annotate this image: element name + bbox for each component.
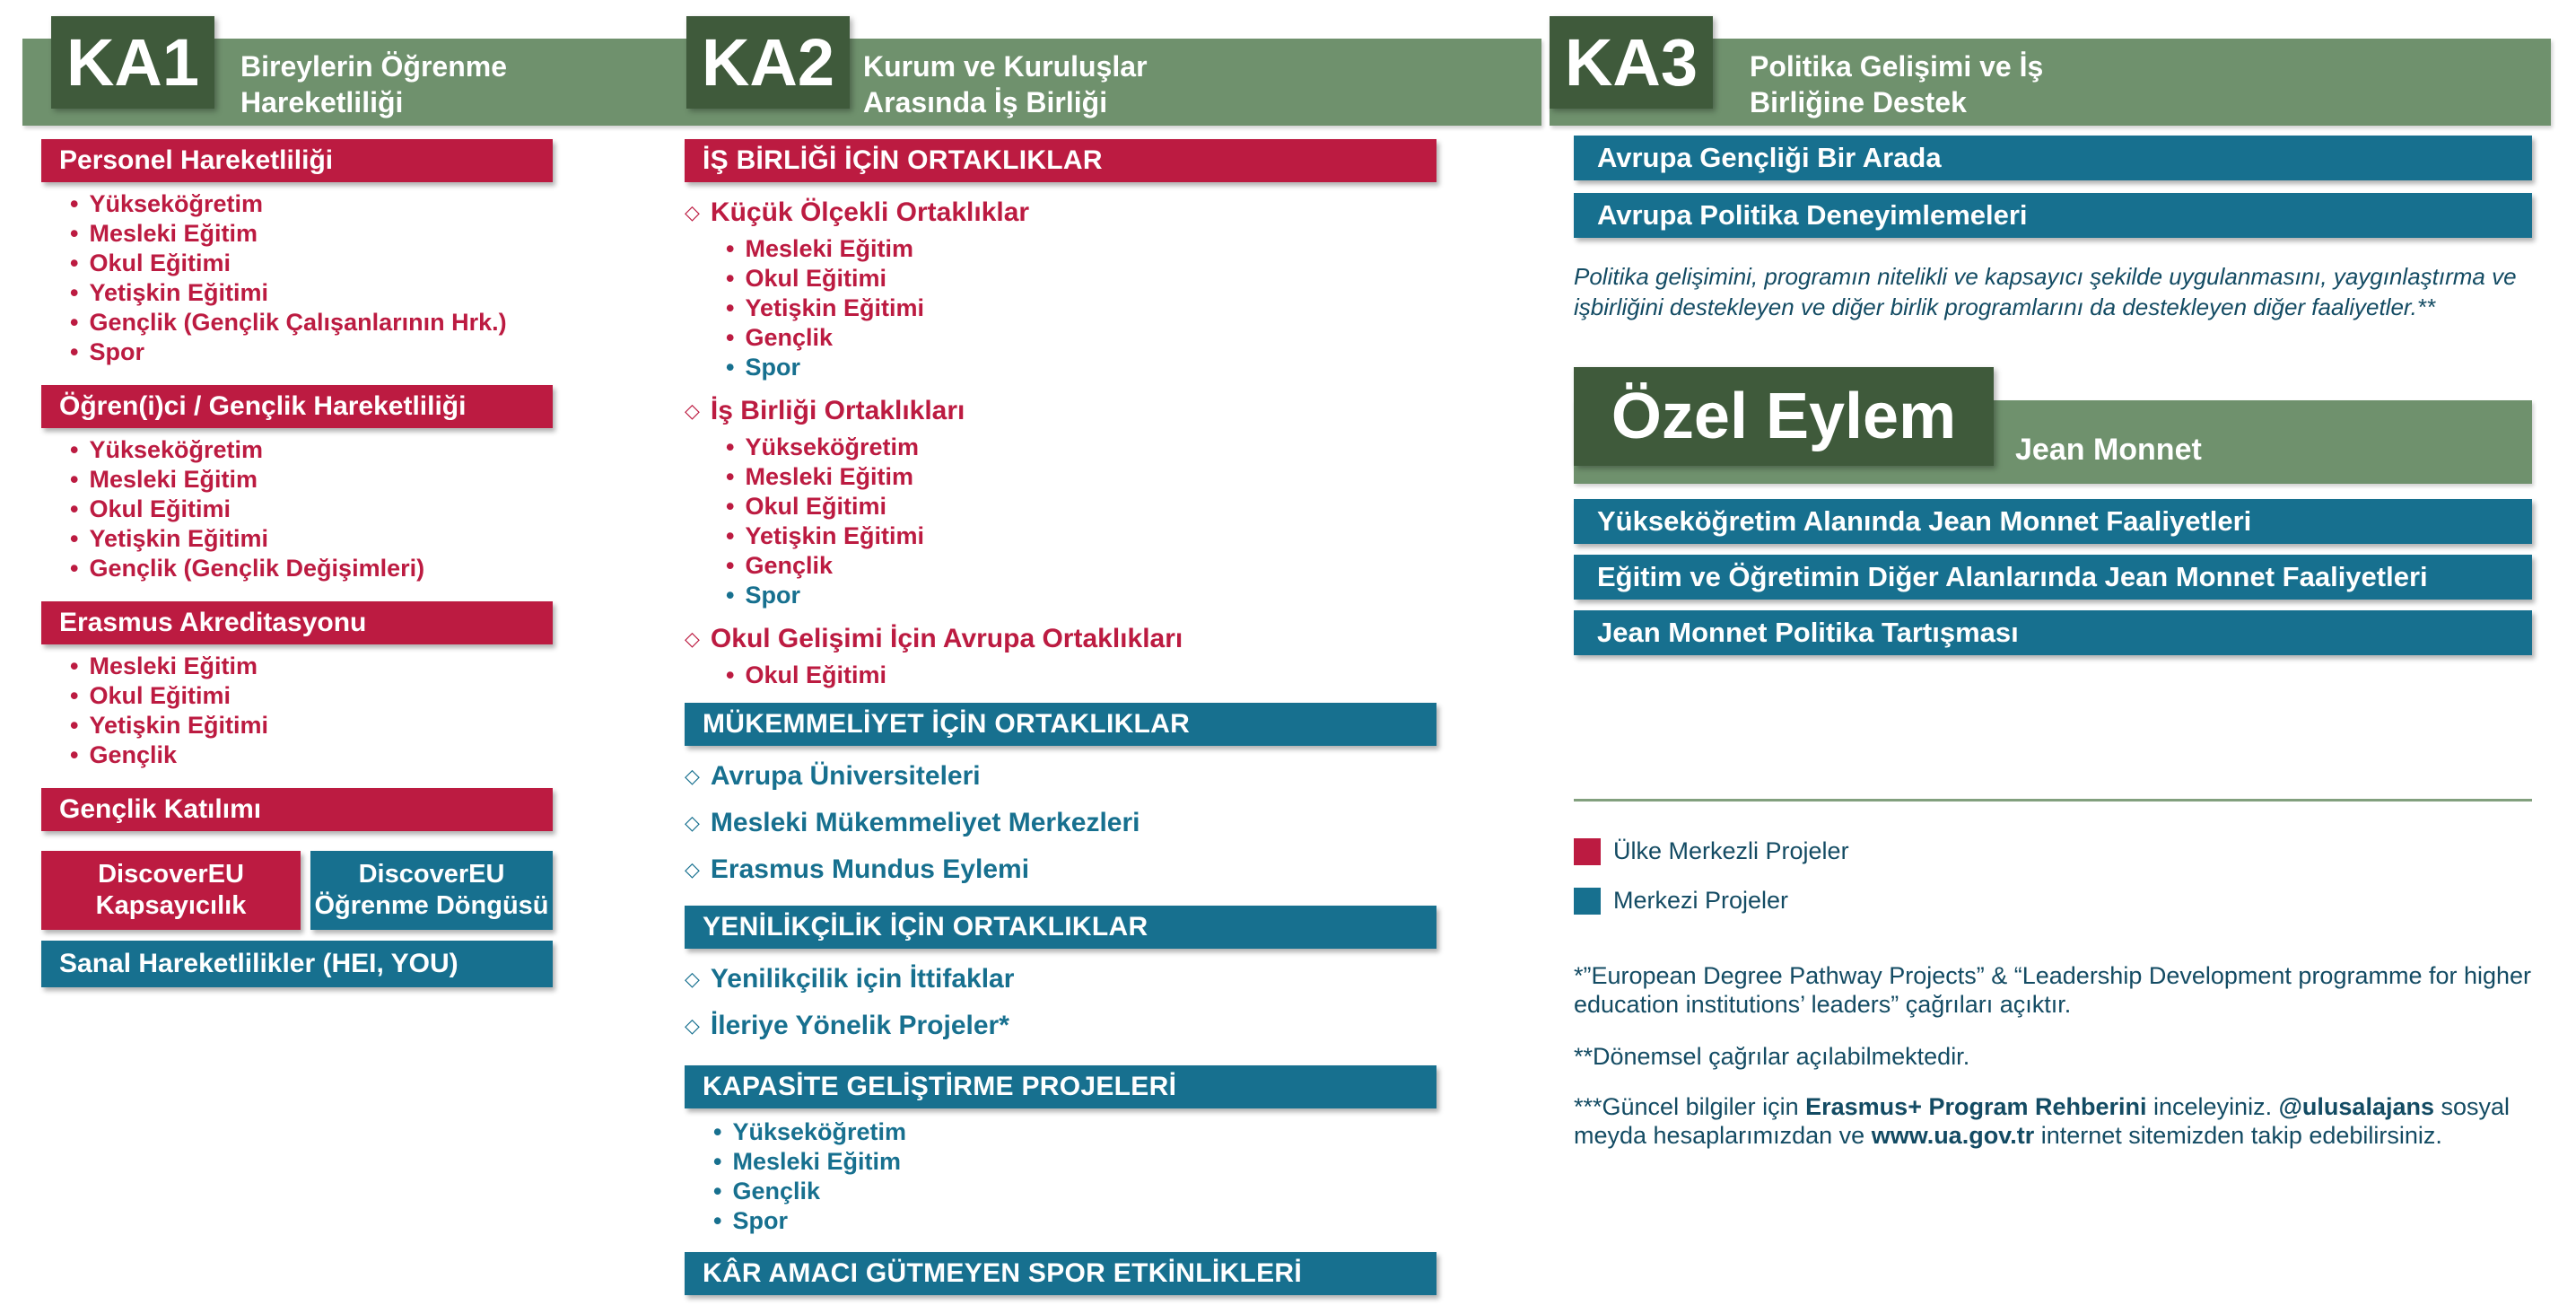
- list-item: [713, 1177, 1436, 1206]
- okul-gelisimi-list: [685, 661, 1436, 690]
- bullet-icon: •: [70, 682, 79, 709]
- ka2-code: KA2: [701, 25, 835, 100]
- list-item: [70, 524, 553, 554]
- ka1-column: [41, 139, 553, 987]
- ka1-title: Bireylerin Öğrenme Hareketliliği: [240, 50, 507, 118]
- list-item-label: Okul Eğitimi: [745, 265, 886, 292]
- banner-label: Jean Monnet Politika Tartışması: [1597, 617, 2019, 648]
- banner-genclik-katilimi: [41, 788, 553, 831]
- list-item: [70, 495, 553, 524]
- bullet-icon: •: [70, 250, 79, 276]
- diamond-icon: ◇: [685, 201, 700, 223]
- subsection-label: Mesleki Mükemmeliyet Merkezleri: [710, 808, 1140, 837]
- footnote-text: ***Güncel bilgiler için: [1574, 1093, 1806, 1120]
- list-item-label: Yükseköğretim: [732, 1118, 907, 1145]
- list-item: [726, 264, 1436, 293]
- banner-label: Yükseköğretim Alanında Jean Monnet Faaliyetleri: [1597, 505, 2252, 537]
- ka3-column: [1574, 136, 2532, 1150]
- bullet-icon: •: [726, 552, 735, 579]
- discovereu-row: [41, 851, 553, 930]
- list-item: [70, 189, 553, 219]
- bullet-icon: •: [70, 436, 79, 463]
- banner-jean-monnet-politika-tartismasi: [1574, 610, 2532, 655]
- diamond-icon: ◇: [685, 968, 700, 990]
- list-item-label: Okul Eğitimi: [745, 493, 886, 520]
- subsection-erasmus-mundus-eylemi: [685, 854, 1436, 886]
- discovereu-line2: Öğrenme Döngüsü: [314, 891, 549, 920]
- banner-jean-monnet-yuksekogretim: [1574, 499, 2532, 544]
- bullet-icon: •: [70, 190, 79, 217]
- banner-label: Öğren(i)ci / Gençlik Hareketliliği: [59, 391, 467, 421]
- banner-label: KÂR AMACI GÜTMEYEN SPOR ETKİNLİKLERİ: [703, 1258, 1303, 1288]
- list-item: [70, 740, 553, 770]
- subsection-label: Avrupa Üniversiteleri: [710, 761, 981, 791]
- subsection-yenilikcilik-icin-ittifaklar: [685, 963, 1436, 995]
- discovereu-line1: DiscoverEU: [358, 860, 505, 889]
- banner-label: Avrupa Gençliği Bir Arada: [1597, 142, 1942, 173]
- list-item-label: Yükseköğretim: [89, 436, 264, 463]
- list-item: [713, 1117, 1436, 1147]
- list-item: [726, 521, 1436, 551]
- subsection-label: Yenilikçilik için İttifaklar: [710, 964, 1015, 994]
- bullet-icon: •: [726, 661, 735, 688]
- diamond-icon: ◇: [685, 1014, 700, 1037]
- discovereu-kapsayicilik-box: [41, 851, 301, 930]
- list-item: [70, 711, 553, 740]
- list-item: [70, 337, 553, 367]
- banner-label: YENİLİKÇİLİK İÇİN ORTAKLIKLAR: [703, 912, 1148, 942]
- banner-sanal-hareketlilikler: [41, 941, 553, 987]
- bullet-icon: •: [70, 653, 79, 679]
- list-item: [70, 308, 553, 337]
- list-item-label: Yetişkin Eğitimi: [89, 712, 269, 739]
- list-item-label: Yetişkin Eğitimi: [89, 279, 269, 306]
- bullet-icon: •: [726, 354, 735, 381]
- list-item-label: Okul Eğitimi: [745, 661, 886, 688]
- kapasite-list: [685, 1117, 1436, 1236]
- is-birligi-ortakliklari-list: [685, 433, 1436, 610]
- list-item: [713, 1206, 1436, 1236]
- subsection-mesleki-mukemmeliyet-merkezleri: [685, 807, 1436, 839]
- banner-jean-monnet-diger-alanlar: [1574, 555, 2532, 600]
- red-square-icon: [1574, 838, 1601, 865]
- list-item-label: Okul Eğitimi: [89, 495, 231, 522]
- subsection-avrupa-universiteleri: [685, 760, 1436, 793]
- list-item: [726, 462, 1436, 492]
- list-item-label: Spor: [89, 338, 144, 365]
- banner-is-birligi-icin-ortakliklar: [685, 139, 1436, 182]
- banner-label: Erasmus Akreditasyonu: [59, 608, 367, 637]
- banner-label: MÜKEMMELİYET İÇİN ORTAKLIKLAR: [703, 709, 1191, 739]
- teal-square-icon: [1574, 888, 1601, 915]
- bullet-icon: •: [70, 712, 79, 739]
- bullet-icon: •: [713, 1178, 722, 1204]
- list-item: [726, 551, 1436, 581]
- footnote-text: sosyal meyda hesaplarımızdan ve: [1574, 1093, 2511, 1149]
- bullet-icon: •: [726, 324, 735, 351]
- list-item-label: Gençlik (Gençlik Çalışanlarının Hrk.): [89, 309, 507, 336]
- list-item-label: Gençlik: [732, 1178, 820, 1204]
- list-item: [726, 234, 1436, 264]
- footnote-degree-pathway: *”European Degree Pathway Projects” & “Leadership Development programme for higher education institutions’ leaders” çağrıları açıktır.: [1574, 962, 2532, 1018]
- list-item-label: Gençlik: [745, 552, 833, 579]
- ka2-title: Kurum ve Kuruluşlar Arasında İş Birliği: [863, 50, 1148, 118]
- banner-label: Eğitim ve Öğretimin Diğer Alanlarında Jean Monnet Faaliyetleri: [1597, 561, 2428, 592]
- ka3-title: Politika Gelişimi ve İş Birliğine Destek: [1750, 50, 2044, 118]
- list-item: [726, 433, 1436, 462]
- legend-label: Ülke Merkezli Projeler: [1613, 837, 1849, 864]
- diamond-icon: ◇: [685, 627, 700, 650]
- banner-label: Gençlik Katılımı: [59, 794, 262, 824]
- list-item: [726, 661, 1436, 690]
- diamond-icon: ◇: [685, 811, 700, 834]
- divider-line: [1574, 799, 2532, 802]
- list-item: [726, 492, 1436, 521]
- list-item-label: Mesleki Eğitim: [89, 466, 258, 493]
- footnote-bold-website: www.ua.gov.tr: [1871, 1122, 2035, 1149]
- bullet-icon: •: [70, 525, 79, 552]
- list-item-label: Yetişkin Eğitimi: [745, 522, 925, 549]
- banner-kar-amaci-gutmeyen-spor: [685, 1252, 1436, 1295]
- footnote-bold-ulusalajans: @ulusalajans: [2278, 1093, 2434, 1120]
- kucuk-olcekli-list: [685, 234, 1436, 382]
- subsection-label: Küçük Ölçekli Ortaklıklar: [710, 197, 1030, 227]
- bullet-icon: •: [726, 294, 735, 321]
- banner-personel-hareketliligi: [41, 139, 553, 182]
- ka1-code: KA1: [65, 25, 200, 100]
- list-item: [70, 435, 553, 465]
- banner-label: Sanal Hareketlilikler (HEI, YOU): [59, 949, 458, 978]
- list-item-label: Yetişkin Eğitimi: [745, 294, 925, 321]
- akreditasyon-list: [41, 652, 553, 770]
- list-item: [70, 278, 553, 308]
- banner-label: Avrupa Politika Deneyimlemeleri: [1597, 199, 2028, 231]
- list-item: [726, 581, 1436, 610]
- footnote-text: internet sitemizden takip edebilirsiniz.: [2034, 1122, 2442, 1149]
- subsection-label: Erasmus Mundus Eylemi: [710, 854, 1030, 884]
- list-item: [726, 293, 1436, 323]
- banner-label: KAPASİTE GELİŞTİRME PROJELERİ: [703, 1072, 1177, 1101]
- bullet-icon: •: [713, 1207, 722, 1234]
- banner-label: Personel Hareketliliği: [59, 145, 334, 175]
- list-item: [70, 465, 553, 495]
- subsection-label: Okul Gelişimi İçin Avrupa Ortaklıkları: [710, 624, 1183, 653]
- bullet-icon: •: [726, 582, 735, 609]
- ka3-code: KA3: [1564, 25, 1698, 100]
- subsection-ileriye-yonelik-projeler: [685, 1010, 1436, 1042]
- banner-avrupa-gencligi-bir-arada: [1574, 136, 2532, 180]
- list-item-label: Spor: [732, 1207, 788, 1234]
- bullet-icon: •: [726, 522, 735, 549]
- list-item-label: Mesleki Eğitim: [89, 220, 258, 247]
- list-item-label: Gençlik: [745, 324, 833, 351]
- banner-label: İŞ BİRLİĞİ İÇİN ORTAKLIKLAR: [703, 145, 1103, 175]
- list-item-label: Okul Eğitimi: [89, 250, 231, 276]
- list-item-label: Yükseköğretim: [89, 190, 264, 217]
- ka2-badge: [686, 16, 850, 109]
- list-item: [70, 554, 553, 583]
- list-item: [726, 353, 1436, 382]
- bullet-icon: •: [726, 493, 735, 520]
- bullet-icon: •: [726, 434, 735, 460]
- list-item-label: Spor: [745, 582, 800, 609]
- footnote-bold-rehber: Erasmus+ Program Rehberini: [1805, 1093, 2147, 1120]
- list-item-label: Mesleki Eğitim: [745, 235, 914, 262]
- list-item-label: Okul Eğitimi: [89, 682, 231, 709]
- legend-item-central: [1574, 887, 2532, 915]
- list-item-label: Mesleki Eğitim: [732, 1148, 902, 1175]
- ka1-badge: [51, 16, 214, 109]
- diamond-icon: ◇: [685, 399, 700, 422]
- bullet-icon: •: [70, 338, 79, 365]
- banner-yenilikcilik-icin-ortakliklar: [685, 906, 1436, 949]
- footnote-donemsel-cagrilar: **Dönemsel çağrılar açılabilmektedir.: [1574, 1043, 1970, 1070]
- ozel-eylem-badge: [1574, 367, 1994, 466]
- subsection-okul-gelisimi-ortakliklari: [685, 623, 1436, 655]
- subsection-label: İş Birliği Ortaklıkları: [710, 396, 965, 425]
- list-item-label: Gençlik: [89, 741, 177, 768]
- bullet-icon: •: [713, 1148, 722, 1175]
- banner-mukemmeliyet-icin-ortakliklar: [685, 703, 1436, 746]
- personel-list: [41, 189, 553, 367]
- subsection-kucuk-olcekli-ortakliklar: [685, 197, 1436, 229]
- ozel-eylem-band: [1574, 381, 2532, 484]
- bullet-icon: •: [713, 1118, 722, 1145]
- footnote-guncel-bilgiler: [1574, 1092, 2532, 1150]
- list-item: [70, 249, 553, 278]
- ogrenci-list: [41, 435, 553, 583]
- footnote-text: inceleyiniz.: [2146, 1093, 2279, 1120]
- list-item: [713, 1147, 1436, 1177]
- list-item-label: Mesleki Eğitim: [745, 463, 914, 490]
- list-item-label: Gençlik (Gençlik Değişimleri): [89, 555, 425, 582]
- list-item-label: Yetişkin Eğitimi: [89, 525, 269, 552]
- jean-monnet-label: Jean Monnet: [2015, 433, 2202, 467]
- ka3-note: Politika gelişimini, programın nitelikli ve kapsayıcı şekilde uygulanmasını, yaygınlaştırma ve işbirliğini destekleyen ve diğer birlik programlarını da destekleyen diğer faaliyetler.**: [1574, 263, 2517, 320]
- bullet-icon: •: [726, 235, 735, 262]
- list-item-label: Spor: [745, 354, 800, 381]
- diamond-icon: ◇: [685, 858, 700, 880]
- ka3-badge: [1550, 16, 1713, 109]
- discovereu-line1: DiscoverEU: [98, 860, 244, 889]
- bullet-icon: •: [70, 555, 79, 582]
- discovereu-ogrenme-dongusu-box: [310, 851, 553, 930]
- banner-kapasite-gelistirme-projeleri: [685, 1065, 1436, 1108]
- list-item: [726, 323, 1436, 353]
- bullet-icon: •: [70, 279, 79, 306]
- diamond-icon: ◇: [685, 765, 700, 787]
- legend-label: Merkezi Projeler: [1613, 887, 1789, 914]
- banner-ogrenci-genclik-hareketliligi: [41, 385, 553, 428]
- list-item: [70, 652, 553, 681]
- list-item: [70, 219, 553, 249]
- subsection-is-birligi-ortakliklari: [685, 395, 1436, 427]
- subsection-label: İleriye Yönelik Projeler*: [710, 1011, 1009, 1040]
- legend: [1574, 837, 2532, 915]
- bullet-icon: •: [70, 309, 79, 336]
- list-item-label: Mesleki Eğitim: [89, 653, 258, 679]
- bullet-icon: •: [70, 495, 79, 522]
- list-item-label: Yükseköğretim: [745, 434, 920, 460]
- ozel-eylem-code: Özel Eylem: [1611, 381, 1957, 452]
- banner-erasmus-akreditasyonu: [41, 601, 553, 644]
- bullet-icon: •: [70, 466, 79, 493]
- bullet-icon: •: [726, 463, 735, 490]
- list-item: [70, 681, 553, 711]
- ka2-column: [685, 139, 1436, 1295]
- bullet-icon: •: [726, 265, 735, 292]
- bullet-icon: •: [70, 741, 79, 768]
- discovereu-line2: Kapsayıcılık: [95, 891, 247, 920]
- legend-item-country: [1574, 837, 2532, 865]
- bullet-icon: •: [70, 220, 79, 247]
- banner-avrupa-politika-deneyimlemeleri: [1574, 193, 2532, 238]
